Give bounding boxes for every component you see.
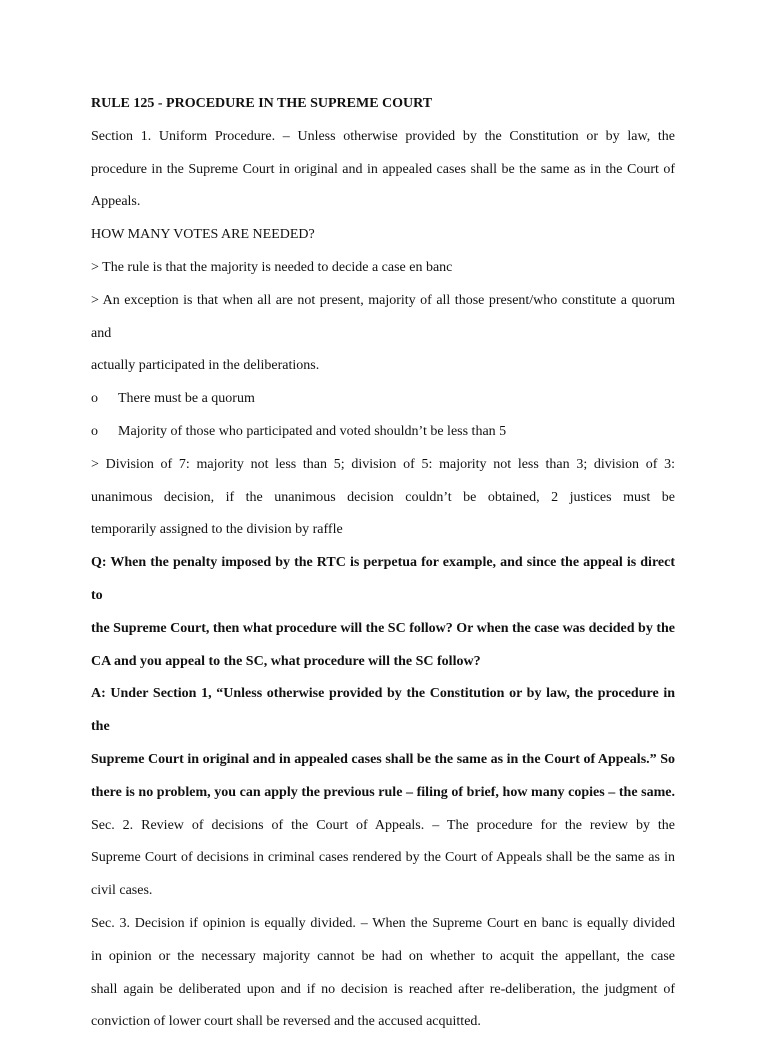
votes-heading: HOW MANY VOTES ARE NEEDED? [91,227,315,243]
votes-rule-text: > The rule is that the majority is needed to decide a case en banc [91,259,453,275]
division-text: temporarily assigned to the division by raffle [91,522,343,538]
answer-text: Supreme Court in original and in appealed cases shall be the same as in the Court of Appeals.” So [91,751,675,767]
section-3-text: shall again be deliberated upon and if no decision is reached after re-deliberation, the judgment of [91,981,675,997]
division-text: unanimous decision, if the unanimous decision couldn’t be obtained, 2 justices must be [91,489,675,505]
section-1-text: Appeals. [91,194,141,210]
bullet-item [91,383,675,416]
answer-text: A: Under Section 1, “Unless otherwise provided by the Constitution or by law, the procedure in the [91,686,675,735]
section-1-text: Section 1. Uniform Procedure. – Unless otherwise provided by the Constitution or by law, the [91,128,675,144]
bullet-text: There must be a quorum [118,391,255,407]
section-2-text: Supreme Court of decisions in criminal cases rendered by the Court of Appeals shall be the same as in [91,850,675,866]
question-text: Q: When the penalty imposed by the RTC is perpetua for example, and since the appeal is direct to [91,555,675,603]
answer-text: there is no problem, you can apply the previous rule – filing of brief, how many copies – the same. [91,784,675,800]
section-2-text: civil cases. [91,883,153,899]
division-text: > Division of 7: majority not less than 5; division of 5: majority not less than 3; division of 3: [91,456,675,472]
document-page [91,88,675,1039]
votes-exception-text: actually participated in the deliberations. [91,358,320,374]
bullet-marker: o [91,423,98,439]
section-2-text: Sec. 2. Review of decisions of the Court of Appeals. – The procedure for the review by the [91,817,675,833]
question-text: CA and you appeal to the SC, what procedure will the SC follow? [91,653,481,669]
bullet-text: Majority of those who participated and voted shouldn’t be less than 5 [118,423,507,439]
section-1-text: procedure in the Supreme Court in original and in appealed cases shall be the same as in the Court of [91,161,675,177]
section-3-text: in opinion or the necessary majority cannot be had on whether to acquit the appellant, the case [91,948,675,964]
rule-heading: RULE 125 - PROCEDURE IN THE SUPREME COURT [91,96,433,111]
section-3-text: Sec. 3. Decision if opinion is equally divided. – When the Supreme Court en banc is equally divided [91,915,675,931]
question-text: the Supreme Court, then what procedure will the SC follow? Or when the case was decided by the [91,620,675,636]
bullet-item [91,416,675,449]
votes-exception-text: > An exception is that when all are not present, majority of all those present/who constitute a quorum and [91,292,675,341]
section-3-text: conviction of lower court shall be reversed and the accused acquitted. [91,1014,481,1030]
bullet-marker: o [91,391,98,407]
